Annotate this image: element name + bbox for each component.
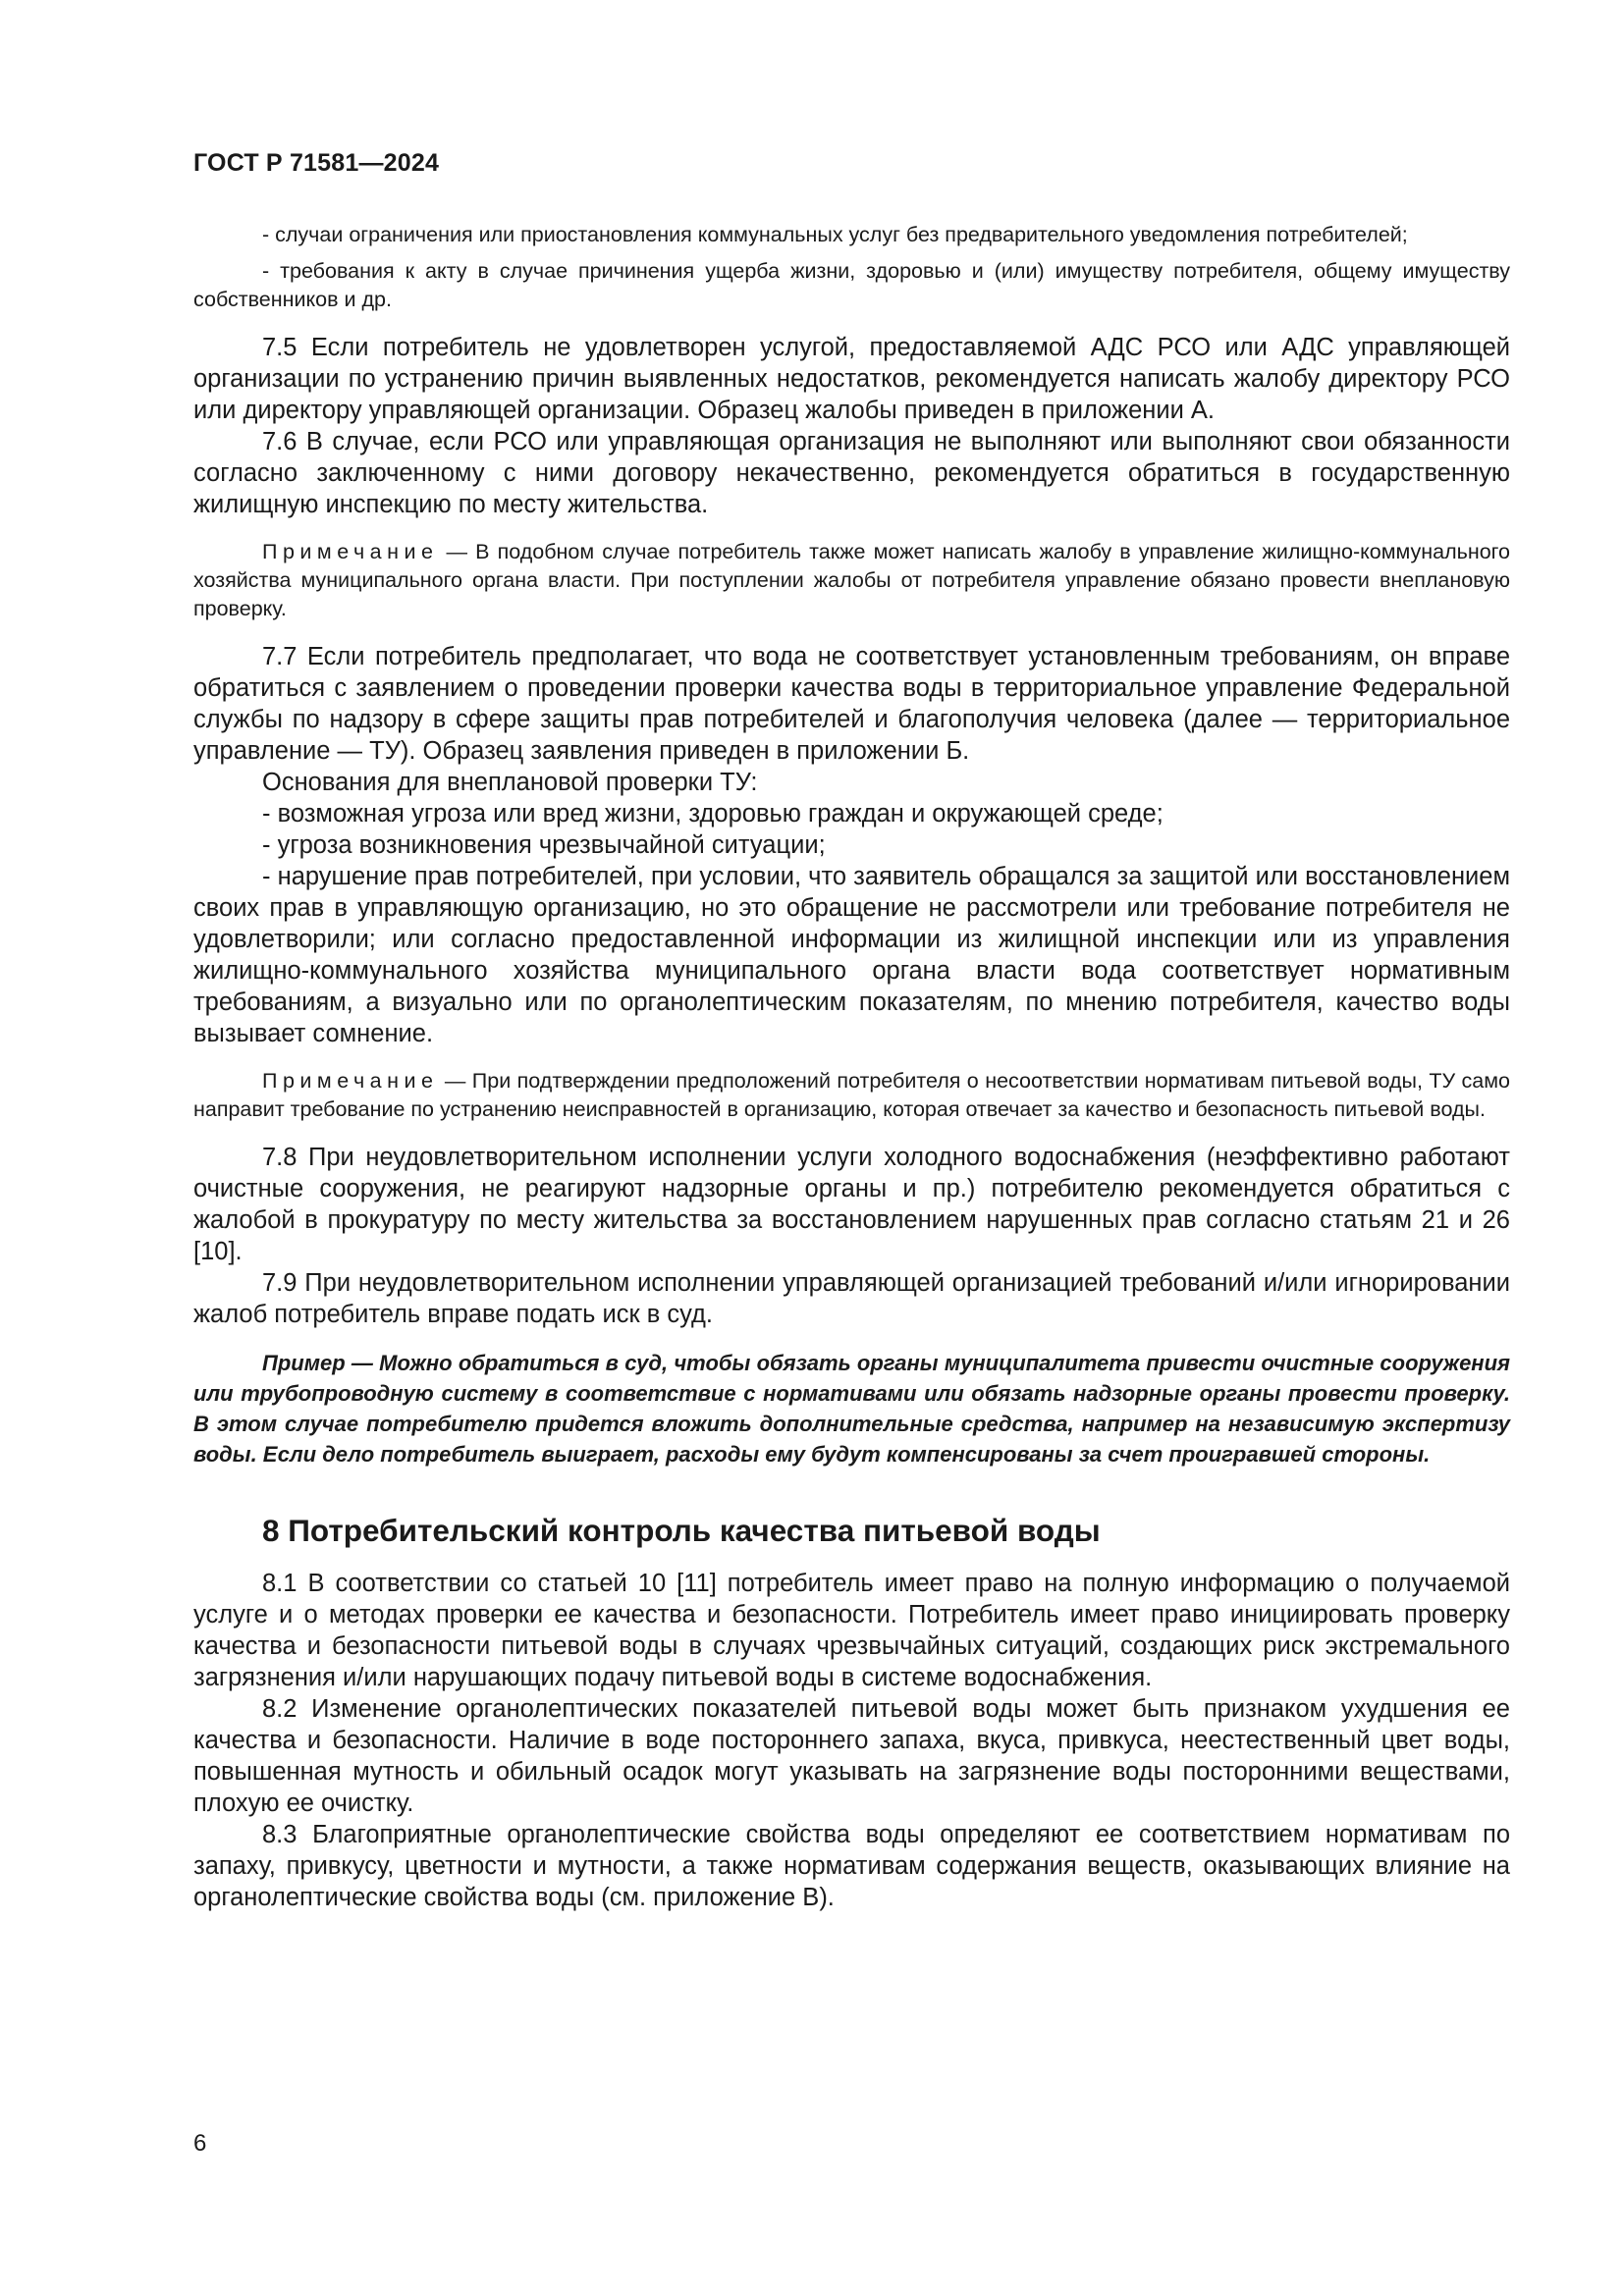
- grounds-item-rights: - нарушение прав потребителей, при условии, что заявитель обращался за защитой или восстановлением своих прав в управляющую организацию, но это обращение не рассмотрели или требование потребителя не удовлетворили; или согласно предоставленной информации из жилищной инспекции или из управления жилищно-коммунального хозяйства муниципального органа власти вода соответствует нормативным требованиям, а визуально или по органолептическим показателям, по мнению потребителя, качество воды вызывает сомнение.: [193, 863, 1510, 1047]
- note-label: Примечание: [262, 540, 439, 563]
- clause-8-3: 8.3 Благоприятные органолептические свойства воды определяют ее соответствием нормативам по запаху, привкусу, цветности и мутности, а также нормативам содержания веществ, оказывающих влияние на органолептические свойства воды (см. приложение В).: [193, 1821, 1510, 1911]
- note-2: [193, 1067, 1510, 1124]
- clause-8-2: 8.2 Изменение органолептических показателей питьевой воды может быть признаком ухудшения ее качества и безопасности. Наличие в воде постороннего запаха, вкуса, привкуса, неестественный цвет воды, повышенная мутность и обильный осадок могут указывать на загрязнение воды посторонними веществами, плохую ее очистку.: [193, 1695, 1510, 1817]
- note-1: [193, 538, 1510, 623]
- clause-7-9: 7.9 При неудовлетворительном исполнении управляющей организацией требований и/или игнорировании жалоб потребитель вправе подать иск в суд.: [193, 1269, 1510, 1328]
- page-body: [193, 221, 1510, 1913]
- example-block: Пример — Можно обратиться в суд, чтобы обязать органы муниципалитета привести очистные сооружения или трубопроводную систему в соответствие с нормативами или обязать надзорные органы провести проверку. В этом случае потребителю придется вложить дополнительные средства, например на независимую экспертизу воды. Если дело потребитель выиграет, расходы ему будут компенсированы за счет проигравшей стороны.: [193, 1351, 1510, 1467]
- note-text: — В подобном случае потребитель также может написать жалобу в управление жилищно-коммунального хозяйства муниципального органа власти. При поступлении жалобы от потребителя управление обязано провести внеплановую проверку.: [193, 540, 1510, 620]
- clause-7-8: 7.8 При неудовлетворительном исполнении услуги холодного водоснабжения (неэффективно работают очистные сооружения, не реагируют надзорные органы и пр.) потребителю рекомендуется обратиться с жалобой в прокуратуру по месту жительства за восстановлением нарушенных прав согласно статьям 21 и 26 [10].: [193, 1144, 1510, 1265]
- clause-7-7: 7.7 Если потребитель предполагает, что вода не соответствует установленным требованиям, он вправе обратиться с заявлением о проведении проверки качества воды в территориальное управление Федеральной службы по надзору в сфере защиты прав потребителей и благополучия человека (далее — территориальное управление — ТУ). Образец заявления приведен в приложении Б.: [193, 643, 1510, 765]
- clause-8-1: 8.1 В соответствии со статьей 10 [11] потребитель имеет право на полную информацию о получаемой услуге и о методах проверки ее качества и безопасности. Потребитель имеет право инициировать проверку качества и безопасности питьевой воды в случаях чрезвычайных ситуаций, создающих риск экстремального загрязнения и/или нарушающих подачу питьевой воды в системе водоснабжения.: [193, 1570, 1510, 1691]
- list-item-damage-act: - требования к акту в случае причинения ущерба жизни, здоровью и (или) имуществу потребителя, общему имуществу собственников и др.: [193, 259, 1510, 311]
- list-item-restriction: - случаи ограничения или приостановления коммунальных услуг без предварительного уведомления потребителей;: [262, 223, 1408, 246]
- standard-header: ГОСТ Р 71581—2024: [193, 149, 440, 177]
- section-8-heading: 8 Потребительский контроль качества питьевой воды: [262, 1513, 1101, 1548]
- grounds-title: Основания для внеплановой проверки ТУ:: [262, 769, 758, 796]
- note-label: Примечание: [262, 1069, 439, 1093]
- clause-7-5: 7.5 Если потребитель не удовлетворен услугой, предоставляемой АДС РСО или АДС управляющей организации по устранению причин выявленных недостатков, рекомендуется написать жалобу директору РСО или директору управляющей организации. Образец жалобы приведен в приложении А.: [193, 334, 1510, 424]
- clause-7-6: 7.6 В случае, если РСО или управляющая организация не выполняют или выполняют свои обязанности согласно заключенному с ними договору некачественно, рекомендуется обратиться в государственную жилищную инспекцию по месту жительства.: [193, 428, 1510, 518]
- page-number: 6: [193, 2130, 207, 2157]
- grounds-item-threat: - возможная угроза или вред жизни, здоровью граждан и окружающей среде;: [262, 800, 1164, 828]
- grounds-item-emergency: - угроза возникновения чрезвычайной ситуации;: [262, 831, 826, 859]
- note-text: — При подтверждении предположений потребителя о несоответствии нормативам питьевой воды, ТУ само направит требование по устранению неисправностей в организацию, которая отвечает за качество и безопасность питьевой воды.: [193, 1069, 1510, 1121]
